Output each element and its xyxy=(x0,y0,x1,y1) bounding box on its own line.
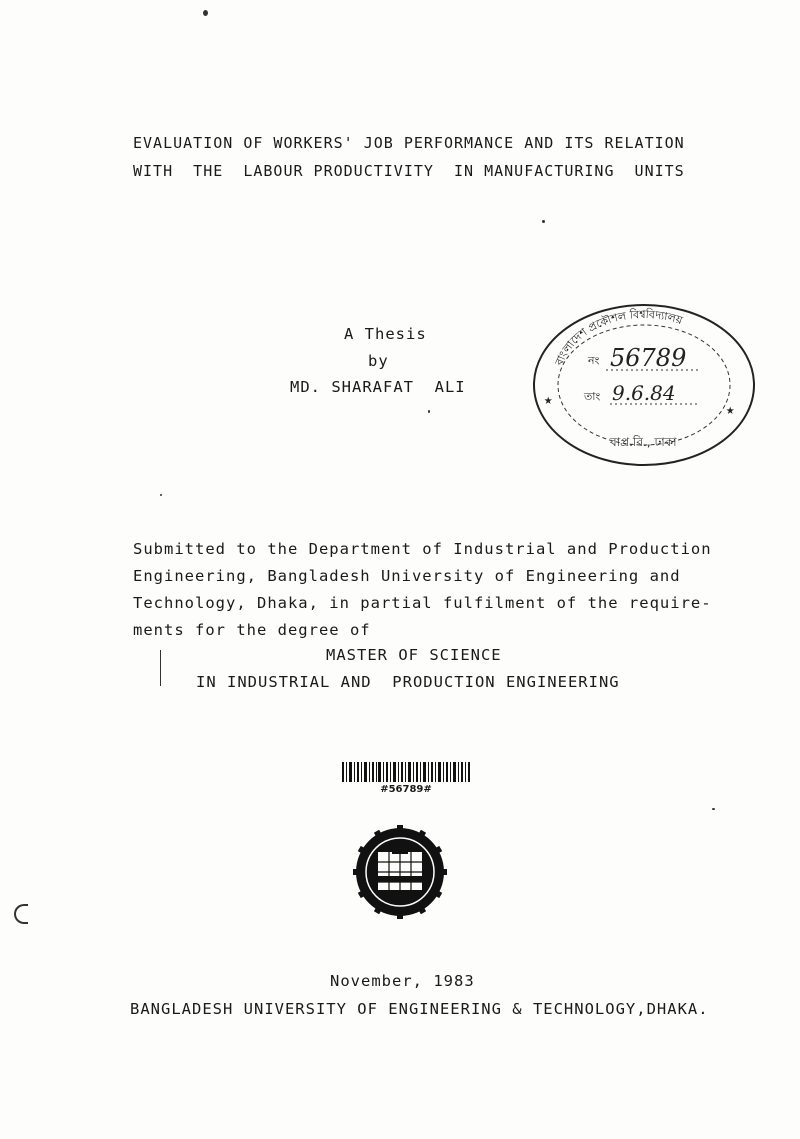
by-label: by xyxy=(368,352,389,370)
stamp-no-prefix: নং xyxy=(588,354,600,367)
title-line-2: WITH THE LABOUR PRODUCTIVITY IN MANUFACTURING UNITS xyxy=(133,162,685,180)
stamp-date: 9.6.84 xyxy=(612,381,676,405)
stamp-star-left: ★ xyxy=(544,392,553,408)
scan-speck xyxy=(712,808,715,810)
title-line-1: EVALUATION OF WORKERS' JOB PERFORMANCE AND ITS RELATION xyxy=(133,134,685,152)
thesis-label: A Thesis xyxy=(344,325,427,343)
institution-name: BANGLADESH UNIVERSITY OF ENGINEERING & TECHNOLOGY,DHAKA. xyxy=(130,1000,709,1018)
stamp-date-prefix: তাং xyxy=(584,390,601,403)
submission-line-1: Submitted to the Department of Industrial and Production xyxy=(133,540,712,558)
degree-line-2: IN INDUSTRIAL AND PRODUCTION ENGINEERING xyxy=(196,673,620,691)
submission-line-3: Technology, Dhaka, in partial fulfilment of the require- xyxy=(133,594,712,612)
scan-speck xyxy=(542,220,545,223)
university-seal-icon xyxy=(352,824,448,920)
submission-line-2: Engineering, Bangladesh University of Engineering and xyxy=(133,567,681,585)
submission-line-4: ments for the degree of xyxy=(133,621,371,639)
stamp-star-right: ★ xyxy=(726,402,735,418)
scan-speck xyxy=(203,10,208,16)
scan-mark xyxy=(14,904,28,924)
degree-line-1: MASTER OF SCIENCE xyxy=(326,646,502,664)
barcode-number: #56789# xyxy=(380,784,432,795)
margin-mark xyxy=(160,650,161,686)
scan-speck xyxy=(428,410,430,413)
scan-speck xyxy=(160,494,162,496)
submission-date: November, 1983 xyxy=(330,972,475,990)
stamp-number: 56789 xyxy=(610,344,687,372)
author-name: MD. SHARAFAT ALI xyxy=(290,378,466,396)
stamp-top-text: বাংলাদেশ প্রকৌশল বিশ্ববিদ্যালয় xyxy=(552,307,685,368)
library-stamp xyxy=(530,300,758,470)
stamp-bottom-text: বাপ্র.বি., ঢাকা xyxy=(610,435,677,449)
